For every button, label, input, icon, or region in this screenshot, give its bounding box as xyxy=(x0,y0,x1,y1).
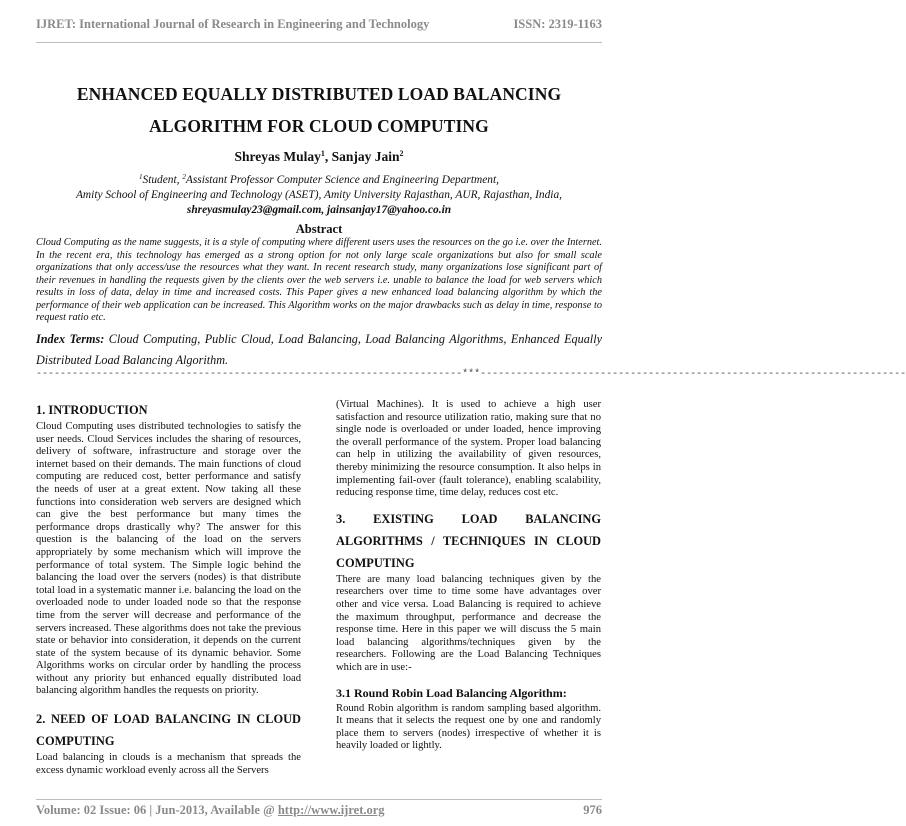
index-terms xyxy=(36,329,602,371)
footer-volume-text: Volume: 02 Issue: 06 | Jun-2013, Available @ xyxy=(36,803,278,817)
paper-title xyxy=(36,78,602,142)
section-3-text: There are many load balancing techniques given by the researchers over time to time some have advantages over other and vice versa. Load Balancing is required to achieve the maximum throughput, performance and decrease the response time. Here in this paper we will discuss the 5 main load balancing algorithms/techniques given by the researchers. Following are the Load Balancing Techniques which are in use:- xyxy=(336,573,601,673)
author-1-sup: 1 xyxy=(320,149,325,158)
affil-part-1: Student, xyxy=(142,174,183,186)
index-terms-text: Cloud Computing, Public Cloud, Load Balancing, Load Balancing Algorithms, Enhanced Equally Distributed Load Balancing Algorithm. xyxy=(36,332,602,367)
journal-link[interactable]: http://www.ijret.org xyxy=(277,803,385,817)
section-1-text: Cloud Computing uses distributed technologies to satisfy the user needs. Cloud Services includes the sharing of resources, delivery of software, infrastructure and storage over the internet based on their demands. The main functions of cloud computing are reduced cost, better performance and satisfy the needs of user at a great extent. Now taking all these functions into consideration web servers are designed which can give the best performance but many times the performance drops drastically why? The answer for this question is the balancing of the load on the servers appropriately by some mechanism which will improve the performance of total system. The Simple logic behind the balancing the load over the servers (nodes) is that distribute total load in a systematic manner i.e. balancing the load on the overloaded node to under loaded node so that the response time from the server will decrease and performance of the servers increased. These algorithms does not take the previous state or behavior into consideration, it depends on the current state of the system because of its dynamic behavior. Some Algorithms works on circular order by handling the process without any priority but enhanced equally distributed load balancing algorithm handles the requests on priority. xyxy=(36,421,301,697)
author-1: Shreyas Mulay xyxy=(234,149,321,164)
running-footer xyxy=(36,803,602,818)
section-2-text-right: (Virtual Machines). It is used to achieve a high user satisfaction and resource utilization ratio, making sure that no single node is overloaded or under loaded, hence improving the overall performance of the system. Proper load balancing can help in utilizing the availability of given resources, thereby minimizing the resource consumption. It also helps in implementing fail-over (fault tolerance), enabling scalability, reducing response time, time delay, reduces cost etc. xyxy=(336,399,601,499)
running-header xyxy=(36,0,602,32)
affil-sup-1: 1 xyxy=(139,173,143,181)
right-column xyxy=(336,399,601,753)
issn: ISSN: 2319-1163 xyxy=(513,17,602,31)
page-number: 976 xyxy=(583,803,602,817)
author-list xyxy=(36,149,602,165)
abstract-text: Cloud Computing as the name suggests, it is a style of computing where different users uses the resources on the go i.e. over the Internet. In the recent era, this technology has emerged as a strong option for not only large scale organizations but also for small scale organizations that only access/use the resources what they want. In recent research study, many organizations lose significant part of their revenues in handling the requests given by the clients over the web servers i.e. unable to balance the load for web servers which results in loss of data, delay in time and increased costs. This Paper gives a new enhanced load balancing algorithm by which the performance of their web application can be increased. This Algorithm works on the major drawbacks such as delay in time, response to request ratio etc. xyxy=(36,237,602,323)
section-2-text-left: Load balancing in clouds is a mechanism that spreads the excess dynamic workload evenly across all the Servers xyxy=(36,752,301,776)
author-emails: shreyasmulay23@gmail.com, jainsanjay17@yahoo.co.in xyxy=(186,204,452,216)
left-column xyxy=(36,399,301,777)
author-2: Sanjay Jain xyxy=(331,149,400,164)
section-3-1-text: Round Robin algorithm is random sampling based algorithm. It means that it selects the request one by one and randomly place them to servers (nodes) irrespective of whether it is heavily loaded or lightly. xyxy=(336,702,601,752)
section-1-heading: 1. INTRODUCTION xyxy=(36,403,148,417)
affil-part-2: Assistant Professor Computer Science and Engineering Department, xyxy=(185,174,499,186)
affiliation xyxy=(36,170,602,218)
footer-rule xyxy=(36,799,602,800)
section-3-1-heading: 3.1 Round Robin Load Balancing Algorithm: xyxy=(336,685,567,700)
section-separator: -----------------------------------------------------------------------***----------------------------------------------------------------------- xyxy=(36,369,906,380)
footer-info xyxy=(36,803,385,818)
journal-name: IJRET: International Journal of Research in Engineering and Technology xyxy=(36,17,430,31)
header-rule xyxy=(36,42,602,43)
affil-sup-2: 2 xyxy=(182,173,186,181)
affiliation-line-1 xyxy=(36,170,602,188)
title-line-1: ENHANCED EQUALLY DISTRIBUTED LOAD BALANCING xyxy=(76,84,562,104)
author-2-sup: 2 xyxy=(399,149,404,158)
affiliation-line-2: Amity School of Engineering and Technology (ASET), Amity University Rajasthan, AUR, Rajasthan, India, xyxy=(75,189,563,201)
index-terms-label: Index Terms: xyxy=(36,332,105,346)
author-separator: , xyxy=(324,149,332,164)
section-3-heading: 3. EXISTING LOAD BALANCING ALGORITHMS / TECHNIQUES IN CLOUD COMPUTING xyxy=(336,511,601,570)
title-line-2: ALGORITHM FOR CLOUD COMPUTING xyxy=(149,116,489,136)
section-2-heading: 2. NEED OF LOAD BALANCING IN CLOUD COMPUTING xyxy=(36,712,301,749)
abstract-heading: Abstract xyxy=(295,222,343,236)
